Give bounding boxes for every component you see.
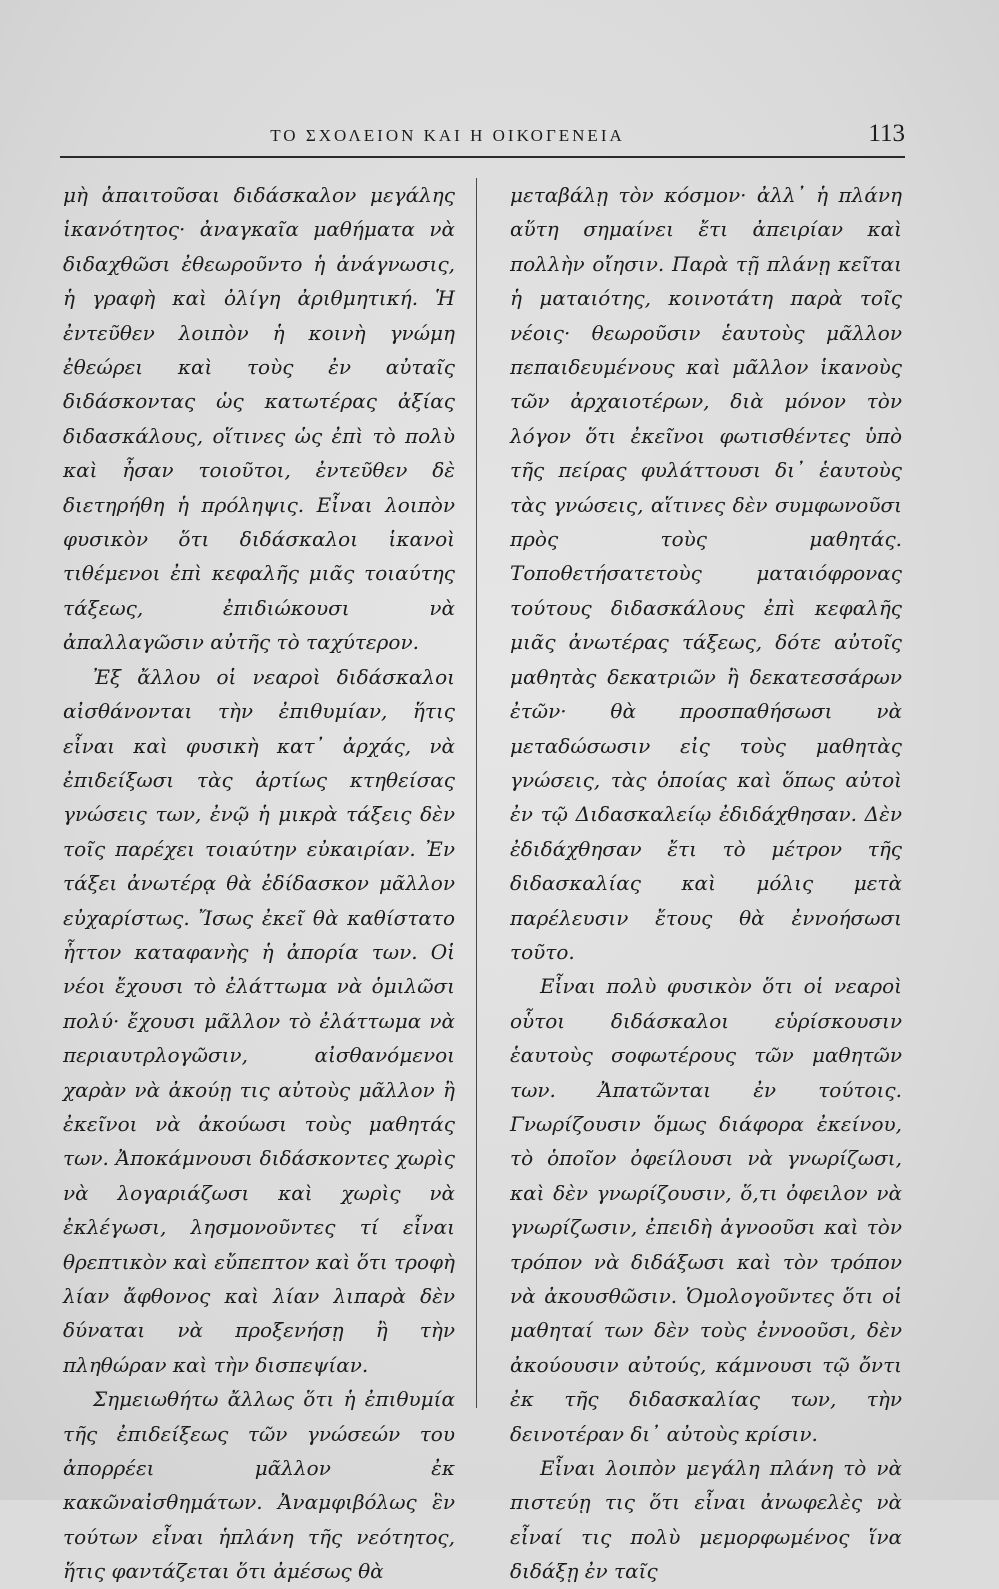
column-divider bbox=[476, 178, 477, 1408]
paragraph: Εἶναι λοιπὸν μεγάλη πλάνη τὸ νὰ πιστεύῃ τις ὅτι εἶναι ἀνωφελὲς νὰ εἶναί τις πολὺ μεμορφωμένος ἵνα διδάξῃ ἐν ταῖς bbox=[510, 1456, 902, 1584]
paragraph: Ἐξ ἄλλου οἱ νεαροὶ διδάσκαλοι αἰσθάνονται τὴν ἐπιθυμίαν, ἥτις εἶναι καὶ φυσικὴ κατ᾽ ἀρχάς, νὰ ἐπιδείξωσι τὰς ἀρτίως κτηθείσας γνώσεις των, ἐνῷ ἡ μικρὰ τάξεις δὲν τοῖς παρέχει τοιαύτην εὐκαιρίαν. Ἐν τάξει ἀνωτέρᾳ θὰ ἐδίδασκον μᾶλλον εὐχαρίστως. Ἴσως ἐκεῖ θὰ καθίστατο ἧττον καταφανὴς ἡ ἀπορία των. Οἱ νέοι ἔχουσι τὸ ἐλάττωμα νὰ ὁμιλῶσι πολύ· ἔχουσι μᾶλλον τὸ ἐλάττωμα νὰ περιαυτρλογῶσιν, αἰσθανόμενοι χαρὰν νὰ ἀκούῃ τις αὐτοὺς μᾶλλον ἢ ἐκεῖνοι νὰ ἀκούωσι τοὺς μαθητάς των. Ἀποκάμνουσι διδάσκοντες χωρὶς νὰ λογαριάζωσι καὶ χωρὶς νὰ ἐκλέγωσι, λησμονοῦντες τί εἶναι θρεπτικὸν καὶ εὔπεπτον καὶ ὅτι τροφὴ λίαν ἄφθονος καὶ λίαν λιπαρὰ δὲν δύναται νὰ προξενήσῃ ἢ τὴν πληθώραν καὶ τὴν δισπεψίαν. bbox=[63, 664, 455, 1377]
paragraph: μεταβάλῃ τὸν κόσμον· ἀλλ᾽ ἡ πλάνη αὕτη σημαίνει ἔτι ἀπειρίαν καὶ πολλὴν οἴησιν. Παρὰ τῇ πλάνῃ κεῖται ἡ ματαιότης, κοινοτάτη παρὰ τοῖς νέοις· θεωροῦσιν ἑαυτοὺς μᾶλλον πεπαιδευμένους καὶ μᾶλλον ἱκανοὺς τῶν ἀρχαιοτέρων, διὰ μόνον τὸν λόγον ὅτι ἐκεῖνοι φωτισθέντες ὑπὸ τῆς πείρας φυλάττουσι δι᾽ ἑαυτοὺς τὰς γνώσεις, αἵτινες δὲν συμφωνοῦσι πρὸς τοὺς μαθητάς. Τοποθετήσατετοὺς ματαιόφρονας τούτους διδασκάλους ἐπὶ κεφαλῆς μιᾶς ἀνωτέρας τάξεως, δότε αὐτοῖς μαθητὰς δεκατριῶν ἢ δεκατεσσάρων ἐτῶν· θὰ προσπαθήσωσι νὰ μεταδώσωσιν εἰς τοὺς μαθητὰς γνώσεις, τὰς ὁποίας καὶ ὅπως αὐτοὶ ἐν τῷ Διδασκαλείῳ ἐδιδάχθησαν. Δὲν ἐδιδάχθησαν ἔτι τὸ μέτρον τῆς διδασκαλίας καὶ μόλις μετὰ παρέλευσιν ἔτους θὰ ἐννοήσωσι τοῦτο. bbox=[510, 183, 902, 964]
paragraph: Σημειωθήτω ἄλλως ὅτι ἡ ἐπιθυμία τῆς ἐπιδείξεως τῶν γνώσεών του ἀπορρέει μᾶλλον ἐκ κακῶναἰσθημάτων. Ἀναμφιβόλως ἓν τούτων εἶναι ἡπλάνη τῆς νεότητος, ἥτις φαντάζεται ὅτι ἀμέσως θὰ bbox=[63, 1387, 455, 1584]
running-title: ΤΟ ΣΧΟΛΕΙΟΝ ΚΑΙ Η ΟΙΚΟΓΕΝΕΙΑ bbox=[270, 126, 625, 145]
right-column bbox=[510, 178, 902, 1589]
page-number: 113 bbox=[868, 120, 905, 147]
paragraph: Εἶναι πολὺ φυσικὸν ὅτι οἱ νεαροὶ οὗτοι διδάσκαλοι εὑρίσκουσιν ἑαυτοὺς σοφωτέρους τῶν μαθητῶν των. Ἀπατῶνται ἐν τούτοις. Γνωρίζουσιν ὅμως διάφορα ἐκείνου, τὸ ὁποῖον ὀφείλουσι νὰ γνωρίζωσι, καὶ δὲν γνωρίζουσιν, ὅ,τι ὀφειλον νὰ γνωρίζωσιν, ἐπειδὴ ἀγνοοῦσι καὶ τὸν τρόπον νὰ διδάξωσι καὶ τὸν τρόπον νὰ ἀκουσθῶσιν. Ὁμολογοῦντες ὅτι οἱ μαθηταί των δὲν τοὺς ἐννοοῦσι, δὲν ἀκούουσιν αὐτούς, κάμνουσι τῷ ὄντι ἐκ τῆς διδασκαλίας των, τὴν δεινοτέραν δι᾽ αὐτοὺς κρίσιν. bbox=[510, 974, 902, 1446]
paragraph: μὴ ἀπαιτοῦσαι διδάσκαλον μεγάλης ἱκανότητος· ἀναγκαῖα μαθήματα νὰ διδαχθῶσι ἐθεωροῦντο ἡ ἀνάγνωσις, ἡ γραφὴ καὶ ὀλίγη ἀριθμητική. Ἡ ἐντεῦθεν λοιπὸν ἡ κοινὴ γνώμη ἐθεώρει καὶ τοὺς ἐν αὐταῖς διδάσκοντας ὡς κατωτέρας ἀξίας διδασκάλους, οἵτινες ὡς ἐπὶ τὸ πολὺ καὶ ἦσαν τοιοῦτοι, ἐντεῦθεν δὲ διετηρήθη ἡ πρόληψις. Εἶναι λοιπὸν φυσικὸν ὅτι διδάσκαλοι ἱκανοὶ τιθέμενοι ἐπὶ κεφαλῆς μιᾶς τοιαύτης τάξεως, ἐπιδιώκουσι νὰ ἀπαλλαγῶσιν αὐτῆς τὸ ταχύτερον. bbox=[63, 183, 455, 655]
left-column bbox=[63, 178, 455, 1589]
running-head bbox=[60, 120, 905, 158]
